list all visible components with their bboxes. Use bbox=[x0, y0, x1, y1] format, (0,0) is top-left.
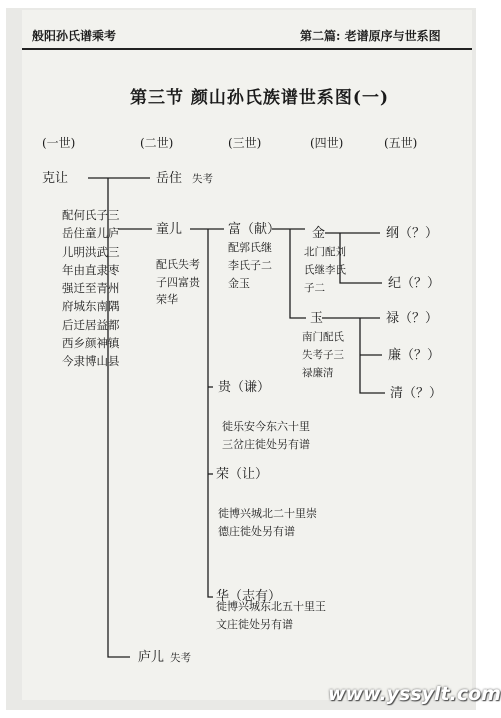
person-lian-name: 廉（？） bbox=[388, 348, 441, 363]
person-hua-name: 华（志有） bbox=[216, 589, 282, 604]
person-fu-bio: 配郭氏继李氏子二金玉 bbox=[228, 241, 272, 290]
person-yu-bio: 南门配氏失考子三禄廉清 bbox=[302, 331, 344, 379]
person-yuezhu-note: 失考 bbox=[192, 173, 213, 185]
person-tonger-bio: 配氏失考子四富贵荣华 bbox=[156, 258, 200, 306]
person-jin-bio: 北门配刘氏继李氏子二 bbox=[304, 246, 346, 294]
person-lu-name: 禄（？） bbox=[386, 311, 439, 326]
person-gang-name: 纲（？） bbox=[386, 226, 439, 241]
person-jin-name: 金 bbox=[312, 226, 326, 241]
site-watermark: www.yssylt.com bbox=[328, 683, 501, 705]
person-kerang-name: 克让 bbox=[42, 171, 69, 186]
person-gui-bio: 徙乐安今东六十里三岔庄徙处另有谱 bbox=[222, 420, 310, 451]
running-header-right: 第二篇: 老谱原序与世系图 bbox=[300, 29, 441, 43]
person-fu-name: 富（献） bbox=[228, 222, 281, 237]
person-kerang-bio: 配何氏子三岳住童儿庐儿明洪武三年由直隶枣强迁至青州府城东南隅后迁居益都西乡颜神镇今隶博山县 bbox=[62, 208, 120, 369]
generation-heading-2: (二世) bbox=[140, 136, 174, 150]
person-gui-name: 贵（谦） bbox=[218, 380, 271, 395]
person-luer-note: 失考 bbox=[170, 652, 191, 664]
person-qing-name: 清（？） bbox=[390, 386, 443, 401]
generation-heading-1: (一世) bbox=[42, 136, 76, 150]
person-rong-name: 荣（让） bbox=[216, 467, 269, 482]
running-header-left: 般阳孙氏谱乘考 bbox=[32, 29, 117, 43]
generation-heading-5: (五世) bbox=[384, 136, 418, 150]
generation-heading-3: (三世) bbox=[228, 136, 262, 150]
section-title: 第三节 颜山孙氏族谱世系图(一) bbox=[130, 88, 390, 108]
person-tonger-name: 童儿 bbox=[156, 222, 183, 237]
person-rong-bio: 徙博兴城北二十里崇德庄徙处另有谱 bbox=[218, 507, 317, 538]
person-yuezhu-name: 岳住 bbox=[156, 171, 183, 186]
generation-heading-4: (四世) bbox=[310, 136, 344, 150]
person-luer-name: 庐儿 bbox=[138, 650, 165, 665]
person-hua-bio: 徙博兴城东北五十里王文庄徙处另有谱 bbox=[216, 600, 326, 631]
person-yu-name: 玉 bbox=[310, 311, 324, 326]
person-ji-name: 纪（？） bbox=[388, 276, 441, 291]
